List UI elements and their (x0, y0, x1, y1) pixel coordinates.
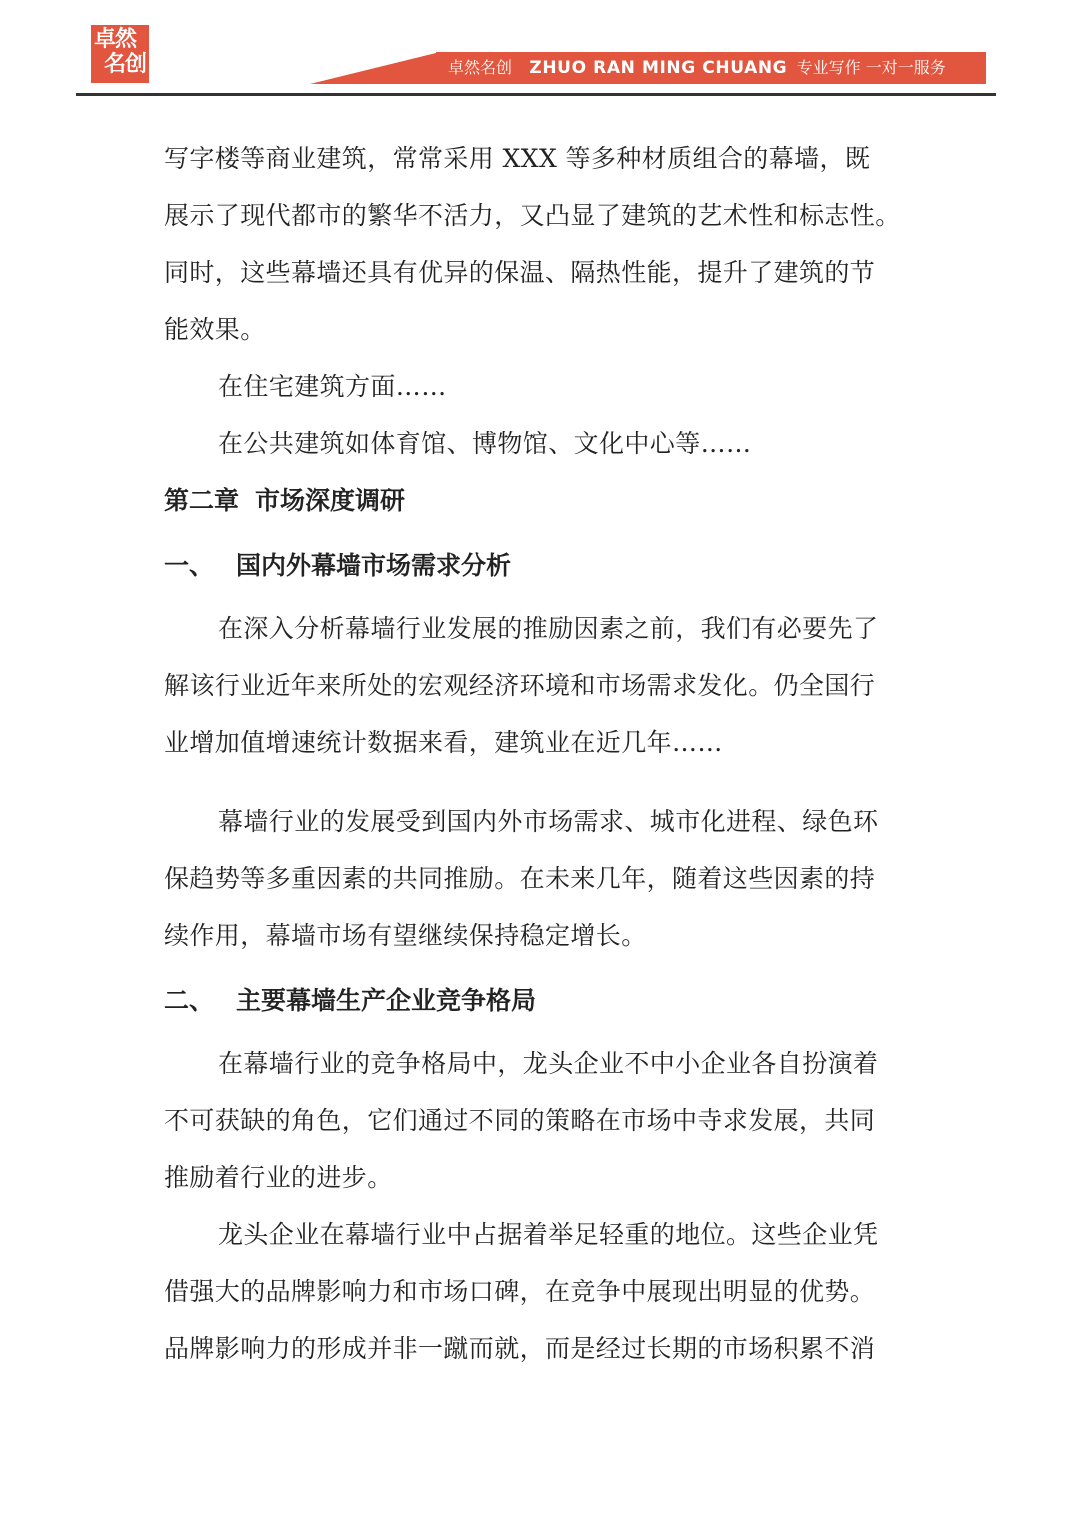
text-line: 不可获缺的角色，它们通过不同的策略在市场中寺求发展，共同 (164, 1106, 876, 1135)
section-heading-2 (164, 972, 924, 1029)
logo-text-bottom: 名创 (103, 52, 146, 77)
paragraph-competition (164, 1035, 924, 1206)
chapter-number: 第二章 (164, 486, 240, 515)
document-body (164, 130, 924, 1377)
chapter-heading (164, 472, 924, 529)
section-title: 国内外幕墙市场需求分析 (236, 551, 512, 580)
brand-name-cn: 卓然名创 (448, 58, 513, 77)
header-divider (76, 93, 996, 96)
paragraph-public: 在公共建筑如体育馆、博物馆、文化中心等…… (218, 429, 752, 458)
text-line: 同时，这些幕墙还具有优异的保温、隔热性能，提升了建筑的节 (164, 258, 876, 287)
text-line: 在深入分析幕墙行业发展的推励因素之前，我们有必要先了 (218, 614, 879, 643)
section-number: 二、 (164, 986, 215, 1015)
text-line: 能效果。 (164, 315, 266, 344)
text-line: 品牌影响力的形成并非一蹴而就，而是经过长期的市场积累不消 (164, 1334, 876, 1363)
text-line: 幕墙行业的发展受到国内外市场需求、城市化进程、绿色环 (218, 807, 879, 836)
text-line: 借强大的品牌影响力和市场口碑，在竞争中展现出明显的优势。 (164, 1277, 876, 1306)
text-line: 解该行业近年来所处的宏观经济环境和市场需求发化。仍全国行 (164, 671, 876, 700)
paragraph-drivers (164, 793, 924, 964)
section-number: 一、 (164, 551, 215, 580)
chapter-title: 市场深度调研 (255, 486, 406, 515)
paragraph-macro (164, 600, 924, 771)
section-title: 主要幕墙生产企业竞争格局 (236, 986, 537, 1015)
banner-wedge (310, 52, 440, 84)
section-heading-1 (164, 537, 924, 594)
text-line: 写字楼等商业建筑，常常采用 XXX 等多种材质组合的幕墙，既 (164, 144, 871, 173)
text-line: 推励着行业的进步。 (164, 1163, 393, 1192)
header-banner (436, 52, 986, 84)
text-line: 展示了现代都市的繁华不活力，又凸显了建筑的艺术性和标志性。 (164, 201, 901, 230)
text-line: 在幕墙行业的竞争格局中，龙头企业不中小企业各自扮演着 (218, 1049, 879, 1078)
brand-logo (91, 25, 149, 83)
text-line: 续作用，幕墙市场有望继续保持稳定增长。 (164, 921, 647, 950)
brand-slogan: 专业写作 一对一服务 (796, 58, 946, 77)
text-line: 龙头企业在幕墙行业中占据着举足轻重的地位。这些企业凭 (218, 1220, 879, 1249)
paragraph-leaders (164, 1206, 924, 1377)
logo-text-top: 卓然 (94, 27, 137, 52)
text-line: 保趋势等多重因素的共同推励。在未来几年，随着这些因素的持 (164, 864, 876, 893)
paragraph-residential: 在住宅建筑方面…… (218, 372, 447, 401)
brand-name-en: ZHUO RAN MING CHUANG (529, 58, 788, 78)
paragraph-commercial (164, 130, 924, 358)
text-line: 业增加值增速统计数据来看，建筑业在近几年…… (164, 728, 723, 757)
